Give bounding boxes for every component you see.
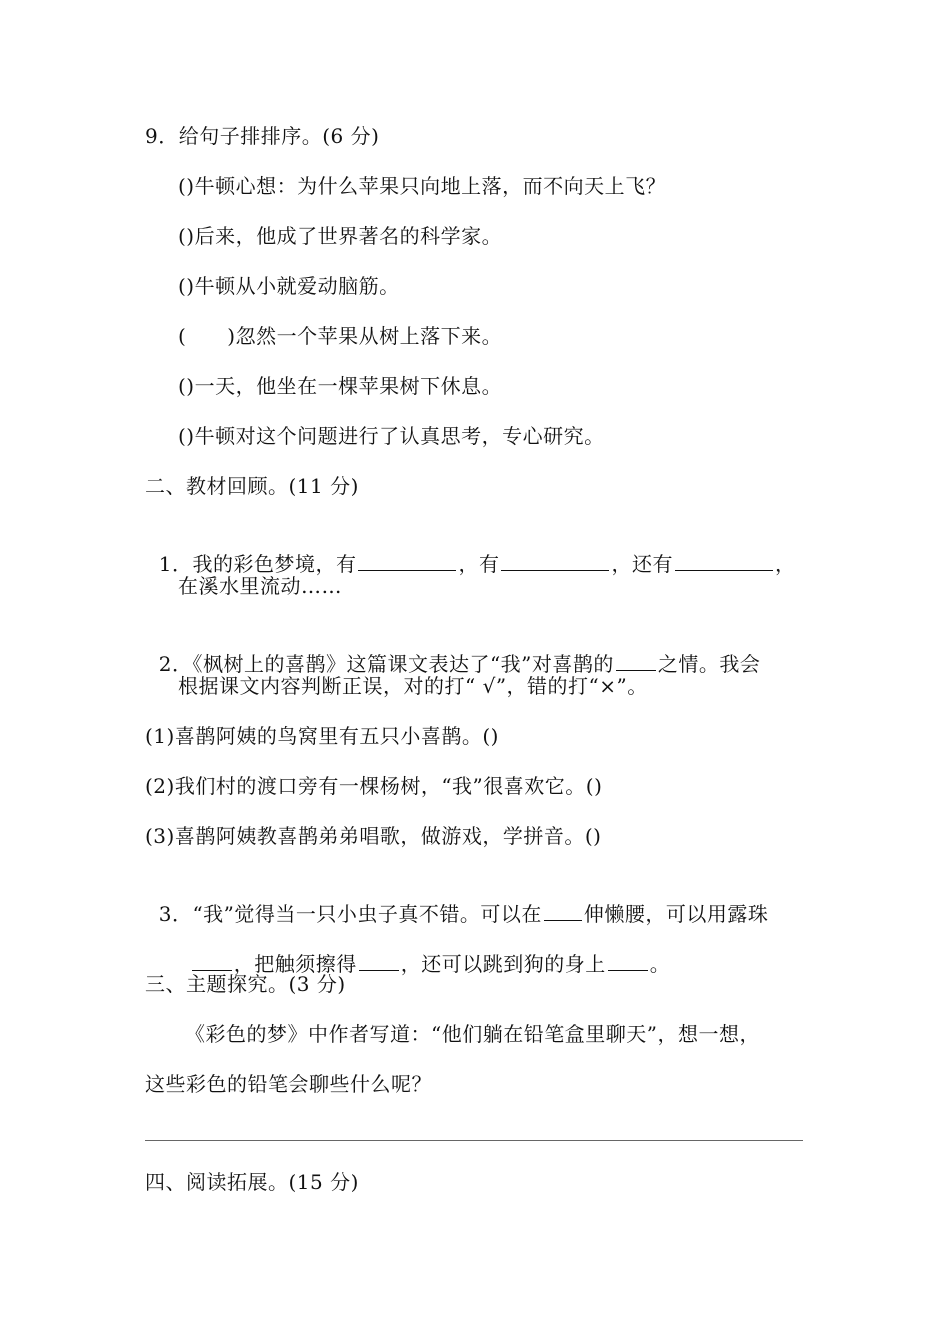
fill-blank-stretch[interactable] <box>544 900 582 921</box>
section4-title: 四、阅读拓展。(15 分) <box>145 1170 359 1194</box>
s2-q1-text-d: ， <box>774 552 796 576</box>
q9-item-6: ()牛顿对这个问题进行了认真思考，专心研究。 <box>178 424 605 448</box>
s2-q2-line1 <box>145 622 760 678</box>
q9-item-2: ()后来，他成了世界著名的科学家。 <box>178 224 503 248</box>
s2-q3-line1 <box>145 872 768 928</box>
answer-writing-line[interactable] <box>145 1140 803 1141</box>
s2-q3-text-c: ，把触须擦得 <box>233 952 357 976</box>
section3-prompt-line1: 《彩色的梦》中作者写道：“他们躺在铅笔盒里聊天”，想一想， <box>185 1022 760 1046</box>
s2-q3-text-e: 。 <box>649 952 671 976</box>
s2-q1-text-b: ，有 <box>458 552 500 576</box>
s2-q2-item-3: (3)喜鹊阿姨教喜鹊弟弟唱歌，做游戏，学拼音。() <box>145 824 602 848</box>
s2-q3-text-b: 伸懒腰，可以用露珠 <box>583 902 769 926</box>
s2-q2-item-2: (2)我们村的渡口旁有一棵杨树，“我”很喜欢它。() <box>145 774 603 798</box>
fill-blank-1[interactable] <box>358 550 456 571</box>
q9-item-4: ( )忽然一个苹果从树上落下来。 <box>178 324 503 348</box>
s2-q1-line1 <box>145 522 795 578</box>
fill-blank-wipe[interactable] <box>359 950 399 971</box>
fill-blank-jump[interactable] <box>608 950 648 971</box>
q9-title: 9．给句子排排序。(6 分) <box>145 124 380 148</box>
fill-blank-3[interactable] <box>675 550 773 571</box>
s2-q3-text-d: ，还可以跳到狗的身上 <box>400 952 606 976</box>
s2-q2-text-b: 之情。我会 <box>657 652 761 676</box>
s2-q1-line2: 在溪水里流动…… <box>178 574 342 598</box>
fill-blank-2[interactable] <box>501 550 609 571</box>
q9-item-5: ()一天，他坐在一棵苹果树下休息。 <box>178 374 503 398</box>
s2-q2-text-a: 2．《枫树上的喜鹊》这篇课文表达了“我”对喜鹊的 <box>158 652 614 676</box>
q9-item-3: ()牛顿从小就爱动脑筋。 <box>178 274 400 298</box>
s2-q1-text-c: ，还有 <box>611 552 673 576</box>
s2-q2-item-1: (1)喜鹊阿姨的鸟窝里有五只小喜鹊。() <box>145 724 499 748</box>
fill-blank-dew[interactable] <box>192 950 232 971</box>
s2-q3-text-a: 3．“我”觉得当一只小虫子真不错。可以在 <box>158 902 542 926</box>
fill-blank-feeling[interactable] <box>616 650 656 671</box>
q9-item-1: ()牛顿心想：为什么苹果只向地上落，而不向天上飞？ <box>178 174 667 198</box>
s2-q2-line2: 根据课文内容判断正误，对的打“ √”，错的打“×”。 <box>178 674 648 698</box>
section3-prompt-line2: 这些彩色的铅笔会聊些什么呢？ <box>145 1072 432 1096</box>
section3-title: 三、主题探究。(3 分) <box>145 972 346 996</box>
s2-q1-text-a: 1．我的彩色梦境，有 <box>158 552 357 576</box>
section2-title: 二、教材回顾。(11 分) <box>145 474 359 498</box>
